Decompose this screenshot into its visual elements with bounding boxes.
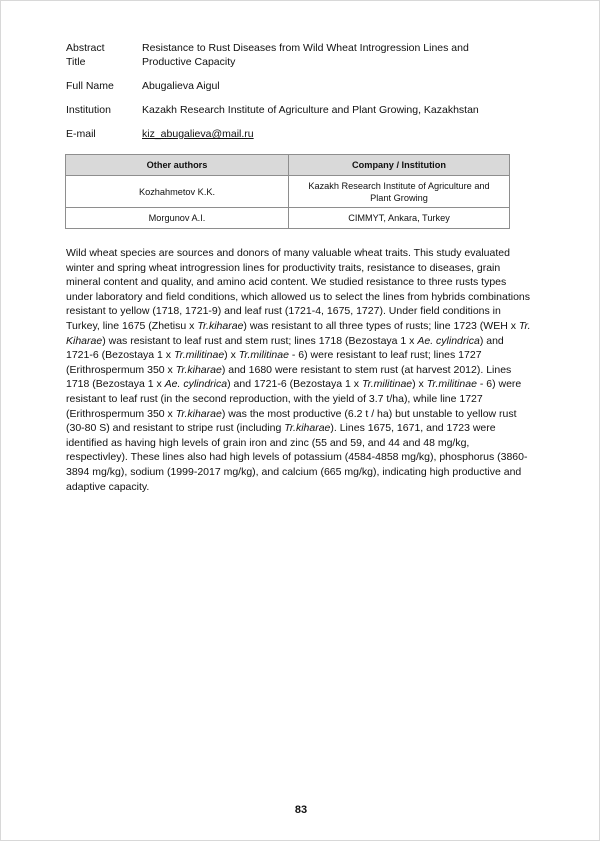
abstract-text: ) was resistant to all three types of rusts; line 1723 (WEH x <box>243 319 519 332</box>
other-authors-table <box>65 154 510 229</box>
abstract-body <box>66 246 531 494</box>
abstract-metadata <box>66 41 536 141</box>
species-name: Tr.militinae <box>238 349 289 362</box>
full-name-row <box>66 79 536 93</box>
abstract-text: ) x <box>224 349 239 362</box>
author-institution <box>289 176 510 208</box>
table-row <box>66 176 510 208</box>
abstract-text: ) x <box>412 378 427 391</box>
species-name: Tr.militinae <box>361 378 413 391</box>
institution-value: Kazakh Research Institute of Agriculture and Plant Growing, Kazakhstan <box>142 104 479 116</box>
full-name-value: Abugalieva Aigul <box>142 80 220 92</box>
table-row <box>66 208 510 229</box>
abstract-title-line1: Resistance to Rust Diseases from Wild Wheat Introgression Lines and <box>142 42 469 54</box>
species-name: Tr.kiharae <box>284 422 331 435</box>
abstract-text: ) was the most productive (6.2 t / ha) but unstable to yellow rust (30-80 S) and resistant to stripe rust (including <box>66 407 517 435</box>
abstract-text: ) and 1721-6 (Bezostaya 1 x <box>66 334 504 362</box>
abstract-text: ) and 1680 were resistant to stem rust (at harvest 2012). Lines 1718 (Bezostaya 1 x <box>66 363 512 391</box>
abstract-text: ) and 1721-6 (Bezostaya 1 x <box>227 378 362 391</box>
abstract-text: - 6) were resistant to leaf rust; lines 1727 (Erithrospermum 350 x <box>66 349 482 376</box>
other-authors-header: Other authors <box>66 155 289 176</box>
title-row <box>66 41 536 69</box>
abstract-text: Wild wheat species are sources and donors of many valuable wheat traits. This study evaluated winter and spring wheat introgression lines for productivity traits, resistance to diseases, grain mineral content and quality, and amino acid content. We studied resistance to three rusts types under laboratory and field conditions, which allowed us to select the lines from hybrids combinations resistant to yellow (1718, 1721-9) and leaf rust (1721-4, 1675, 1727). Under field conditions in Turkey, line 1675 (Zhetisu x <box>66 247 530 332</box>
abstract-title <box>142 41 536 69</box>
email-label: E-mail <box>66 128 96 140</box>
page-number: 83 <box>294 804 308 816</box>
table-header-row <box>66 155 510 176</box>
species-name: Ae. cylindrica <box>417 334 480 347</box>
species-name: Tr.kiharae <box>175 407 222 420</box>
author-institution: CIMMYT, Ankara, Turkey <box>289 208 510 229</box>
species-name: Tr. Kiharae <box>66 319 531 347</box>
species-name: Tr.militinae <box>426 378 477 391</box>
author-name: Morgunov A.I. <box>66 208 289 229</box>
author-name: Kozhahmetov K.K. <box>66 176 289 208</box>
abstract-text: ). Lines 1675, 1671, and 1723 were identified as having high levels of grain iron and zinc (55 and 59, and 44 and 48 mg/kg, respectivley). These lines also had high levels of potassium (4584-4858 mg/kg), phosphorus (3860-3894 mg/kg), sodium (1999-2017 mg/kg), and calcium (665 mg/kg), indicating high productive and adaptive capacity. <box>66 422 528 493</box>
institution-row <box>66 103 536 117</box>
institution-label: Institution <box>66 104 111 116</box>
abstract-title-line2: Productive Capacity <box>142 56 236 68</box>
company-institution-header: Company / Institution <box>289 155 510 176</box>
email-link[interactable]: kiz_abugalieva@mail.ru <box>142 128 254 140</box>
author-institution-line2: Plant Growing <box>370 192 428 203</box>
full-name-label: Full Name <box>66 80 114 92</box>
species-name: Tr.militinae <box>173 349 225 362</box>
abstract-text: ) was resistant to leaf rust and stem rust; lines 1718 (Bezostaya 1 x <box>102 334 418 347</box>
title-label-line2: Title <box>66 56 86 68</box>
title-label <box>66 41 142 69</box>
email-row <box>66 127 536 141</box>
title-label-line1: Abstract <box>66 42 105 54</box>
abstract-text: - 6) were resistant to leaf rust (in the second reproduction, with the yield of 3.7 t/ha), while line 1727 (Erithrospermum 350 x <box>66 378 522 420</box>
species-name: Ae. cylindrica <box>164 378 228 391</box>
species-name: Tr.kiharae <box>197 319 244 332</box>
author-institution-line1: Kazakh Research Institute of Agriculture and <box>308 180 490 191</box>
species-name: Tr.kiharae <box>175 363 222 376</box>
